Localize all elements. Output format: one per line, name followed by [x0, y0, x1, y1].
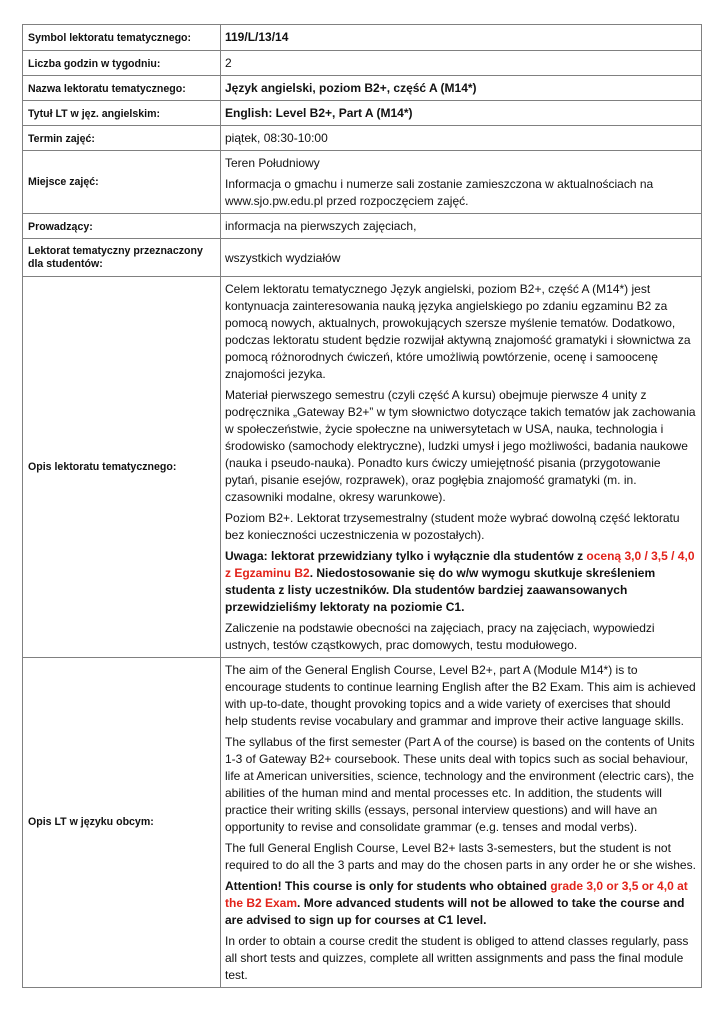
- row-symbol: [23, 25, 702, 51]
- label-hours: Liczba godzin w tygodniu:: [23, 51, 221, 76]
- desc-pl-paragraph-5: Zaliczenie na podstawie obecności na zajęciach, pracy na zajęciach, wypowiedzi ustnych, testów cząstkowych, prac domowych, testu modułowego.: [225, 621, 655, 652]
- label-place: Miejsce zajęć:: [23, 151, 221, 214]
- row-intended: [23, 239, 702, 277]
- place-info: Informacja o gmachu i numerze sali zostanie zamieszczona w aktualnościach na www.sjo.pw.edu.pl przed rozpoczęciem zajęć.: [225, 177, 654, 208]
- desc-en-paragraph-2: The syllabus of the first semester (Part A of the course) is based on the contents of Units 1-3 of Gateway B2+ coursebook. These units deal with topics such as social behaviour, life at American universities, science, technology and the environment (electric cars), the abilities of the human mind and mental processes etc. In addition, the students will practice their writing skills (essays, personal interview questions) and will have an opportunity to revise and consolidate grammar (e.g. tenses and modal verbs).: [225, 735, 695, 834]
- row-hours: [23, 51, 702, 76]
- desc-en-warning-b: . More advanced students will not be allowed to take the course and are advised to sign up for courses at C1 level.: [225, 896, 685, 927]
- desc-pl-warning-grade: oceną 3,0 / 3,5 / 4,0 z Egzaminu B2: [225, 549, 695, 580]
- value-hours: 2: [221, 51, 702, 76]
- value-desc-en: [221, 658, 702, 988]
- label-teachers: Prowadzący:: [23, 214, 221, 239]
- desc-en-paragraph-3: The full General English Course, Level B2+ lasts 3-semesters, but the student is not required to do all the 3 parts and may do the chosen parts in any order he or she wishes.: [225, 841, 696, 872]
- desc-en-paragraph-5: In order to obtain a course credit the student is obliged to attend classes regularly, pass all short tests and quizzes, complete all written assignments and pass the final module test.: [225, 934, 689, 982]
- place-area: Teren Południowy: [225, 156, 320, 170]
- desc-en-warning-a: Attention! This course is only for students who obtained: [225, 879, 551, 893]
- value-symbol: 119/L/13/14: [221, 25, 702, 51]
- desc-en-paragraph-1: The aim of the General English Course, Level B2+, part A (Module M14*) is to encourage students to continue learning English after the B2 Exam. This aim is achieved with up-to-date, thought provoking topics and a wide variety of exercises that should help students revise vocabulary and grammar and improve their active language skills.: [225, 663, 696, 728]
- desc-pl-paragraph-1: Celem lektoratu tematycznego Język angielski, poziom B2+, część A (M14*) jest kontynuacja zainteresowania nauką języka angielskiego po zdaniu egzaminu B2 za pomocą nowych, aktualnych, prowokujących szersze myślenie tematów. Dodatkowo, podczas lektoratu student będzie rozwijał aktywną znajomość gramatyki i słownictwa za pomocą różnorodnych ćwiczeń, które umożliwią powtórzenie, ocenę i samoocenę znajomości jezyka.: [225, 282, 691, 381]
- label-desc-pl: Opis lektoratu tematycznego:: [23, 277, 221, 658]
- value-name: Język angielski, poziom B2+, część A (M14*): [221, 76, 702, 101]
- label-name: Nazwa lektoratu tematycznego:: [23, 76, 221, 101]
- label-symbol: Symbol lektoratu tematycznego:: [23, 25, 221, 51]
- value-term: piątek, 08:30-10:00: [221, 126, 702, 151]
- desc-pl-warning-a: Uwaga: lektorat przewidziany tylko i wyłącznie dla studentów z: [225, 549, 587, 563]
- desc-pl-warning: [225, 548, 696, 616]
- desc-pl-warning-b: . Niedostosowanie się do w/w wymogu skutkuje skreśleniem studenta z listy uczestników. Dla studentów bardziej zaawansowanych przewidzieliśmy lektoraty na poziomie C1.: [225, 566, 656, 614]
- label-term: Termin zajęć:: [23, 126, 221, 151]
- label-intended: Lektorat tematyczny przeznaczony dla studentów:: [23, 239, 221, 277]
- course-info-table: [22, 24, 702, 988]
- desc-pl-paragraph-3: Poziom B2+. Lektorat trzysemestralny (student może wybrać dowolną część lektoratu bez konieczności uczestniczenia w pozostałych).: [225, 511, 680, 542]
- row-desc-en: [23, 658, 702, 988]
- value-desc-pl: [221, 277, 702, 658]
- label-desc-en: Opis LT w języku obcym:: [23, 658, 221, 988]
- row-title-en: [23, 101, 702, 126]
- row-name: [23, 76, 702, 101]
- row-desc-pl: [23, 277, 702, 658]
- desc-en-warning-grade: grade 3,0 or 3,5 or 4,0 at the B2 Exam: [225, 879, 688, 910]
- desc-en-warning: [225, 878, 696, 929]
- row-term: [23, 126, 702, 151]
- desc-pl-paragraph-2: Materiał pierwszego semestru (czyli część A kursu) obejmuje pierwsze 4 unity z podręcznika „Gateway B2+” w tym słownictwo dotyczące takich tematów jak zachowania w społeczeństwie, życie społeczne na uniwersytetach w USA, nauka, technologia i środowisko (samochody elektryczne), ludzki umysł i jego możliwości, badania naukowe (nauka i pseudo-nauka). Ponadto kurs ćwiczy umiejętność pisania (przygotowanie pytań, pisanie esejów, rozprawek), oraz pogłębia znajomość gramatyki (m. in. czasowniki modalne, okresy warunkowe).: [225, 388, 696, 504]
- row-teachers: [23, 214, 702, 239]
- value-title-en: English: Level B2+, Part A (M14*): [221, 101, 702, 126]
- row-place: [23, 151, 702, 214]
- label-title-en: Tytuł LT w jęz. angielskim:: [23, 101, 221, 126]
- value-teachers: informacja na pierwszych zajęciach,: [221, 214, 702, 239]
- value-place: [221, 151, 702, 214]
- value-intended: wszystkich wydziałów: [221, 239, 702, 277]
